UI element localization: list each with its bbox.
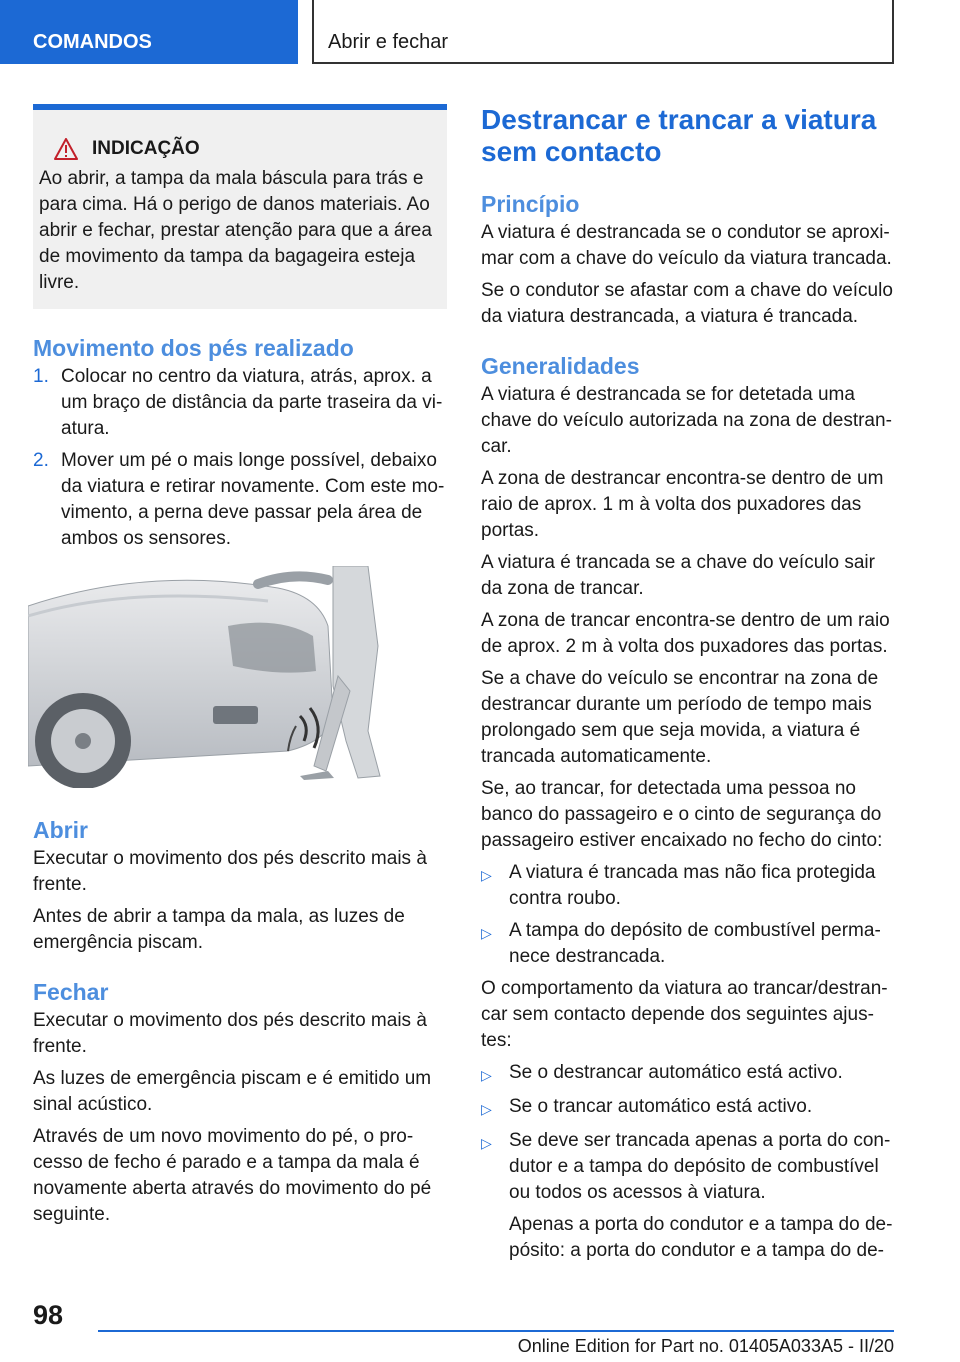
general-paragraph-1: A viatura é destrancada se for detetada uma chave do veículo autorizada na zona de destrancar. (481, 384, 892, 457)
principle-paragraph-1: A viatura é destrancada se o condutor se aproximar com a chave do veículo da viatura trancada. (481, 222, 892, 269)
main-heading: Destrancar e trancar a viatura sem contacto (481, 104, 877, 167)
notice-title: INDICAÇÃO (92, 138, 200, 159)
general-paragraph-6: Se, ao trancar, for detectada uma pessoa no banco do passageiro e o cinto de segurança do passageiro estiver encaixado no fecho do cinto: (481, 778, 883, 851)
step-number: 1. (33, 366, 49, 387)
open-heading: Abrir (33, 817, 88, 843)
footer-edition: Online Edition for Part no. 01405A033A5 - II/20 (517, 1336, 894, 1356)
bullet-text: Se deve ser trancada apenas a porta do condutor e a tampa do depósito de combustível ou todos os acessos à viatura. (509, 1130, 891, 1203)
notice-box (33, 104, 447, 309)
step-item (33, 364, 447, 442)
triangle-bullet-icon: ▷ (481, 925, 492, 941)
general-paragraph-2: A zona de destrancar encontra-se dentro de um raio de aprox. 1 m à volta dos puxadores das portas. (481, 468, 884, 541)
open-paragraph-1: Executar o movimento dos pés descrito mais à frente. (33, 848, 427, 895)
section-tab: COMANDOS (0, 0, 298, 64)
notice-text: Ao abrir, a tampa da mala báscula para trás e para cima. Há o perigo de danos materiais. Ao abrir e fechar, prestar atenção para que a área de movimento da tampa da bagageira esteja livre. (39, 168, 432, 293)
close-paragraph-3: Através de um novo movimento do pé, o processo de fecho é parado e a tampa da mala é novamente aberta através do movimento do pé seguinte. (33, 1126, 432, 1225)
footer-divider (98, 1330, 894, 1332)
left-column-bottom (33, 816, 447, 1228)
step-text: Mover um pé o mais longe possível, debaixo da viatura e retirar novamente. Com este movimento, a perna deve passar pela área de ambos os sensores. (61, 450, 445, 549)
triangle-bullet-icon: ▷ (481, 867, 492, 883)
triangle-bullet-icon: ▷ (481, 1135, 492, 1151)
general-paragraph-5: Se a chave do veículo se encontrar na zona de destrancar durante um período de tempo mais prolongado sem que seja movida, a viatura é trancada automaticamente. (481, 668, 879, 767)
bullet-text: A tampa do depósito de combustível permanece destrancada. (509, 920, 881, 967)
step-number: 2. (33, 450, 49, 471)
bullet-item (481, 1128, 895, 1206)
triangle-bullet-icon: ▷ (481, 1101, 492, 1117)
general-paragraph-4: A zona de trancar encontra-se dentro de um raio de aprox. 2 m à volta dos puxadores das portas. (481, 610, 890, 657)
bullet-sub-text: Apenas a porta do condutor e a tampa do depósito: a porta do condutor e a tampa do de- (509, 1214, 893, 1261)
general-heading: Generalidades (481, 353, 640, 379)
car-rear-image (28, 566, 384, 788)
principle-paragraph-2: Se o condutor se afastar com a chave do veículo da viatura destrancada, a viatura é trancada. (481, 280, 893, 327)
left-column-top (33, 334, 447, 552)
general-paragraph-3: A viatura é trancada se a chave do veículo sair da zona de trancar. (481, 552, 875, 599)
triangle-bullet-icon: ▷ (481, 1067, 492, 1083)
step-text: Colocar no centro da viatura, atrás, aprox. a um braço de distância da parte traseira da viatura. (61, 366, 443, 439)
page-number: 98 (33, 1300, 64, 1330)
close-paragraph-1: Executar o movimento dos pés descrito mais à frente. (33, 1010, 427, 1057)
bullet-item (481, 1094, 895, 1122)
step-item (33, 448, 447, 552)
page-title: Abrir e fechar (312, 0, 894, 64)
bullet-text: Se o trancar automático está activo. (509, 1096, 813, 1117)
notice-header (54, 138, 433, 160)
bullet-text: Se o destrancar automático está activo. (509, 1062, 843, 1083)
right-column (481, 104, 895, 1264)
bullet-item (481, 860, 895, 912)
bullet-item (481, 1060, 895, 1088)
car-foot-illustration (28, 566, 384, 788)
principle-heading: Princípio (481, 191, 580, 217)
open-paragraph-2: Antes de abrir a tampa da mala, as luzes de emergência piscam. (33, 906, 405, 953)
general-paragraph-7: O comportamento da viatura ao trancar/destrancar sem contacto depende dos seguintes ajustes: (481, 978, 888, 1051)
close-paragraph-2: As luzes de emergência piscam e é emitido um sinal acústico. (33, 1068, 432, 1115)
movement-heading: Movimento dos pés realizado (33, 335, 354, 361)
close-heading: Fechar (33, 979, 109, 1005)
bullet-item (481, 918, 895, 970)
bullet-text: A viatura é trancada mas não fica protegida contra roubo. (509, 862, 876, 909)
warning-icon (54, 138, 78, 160)
